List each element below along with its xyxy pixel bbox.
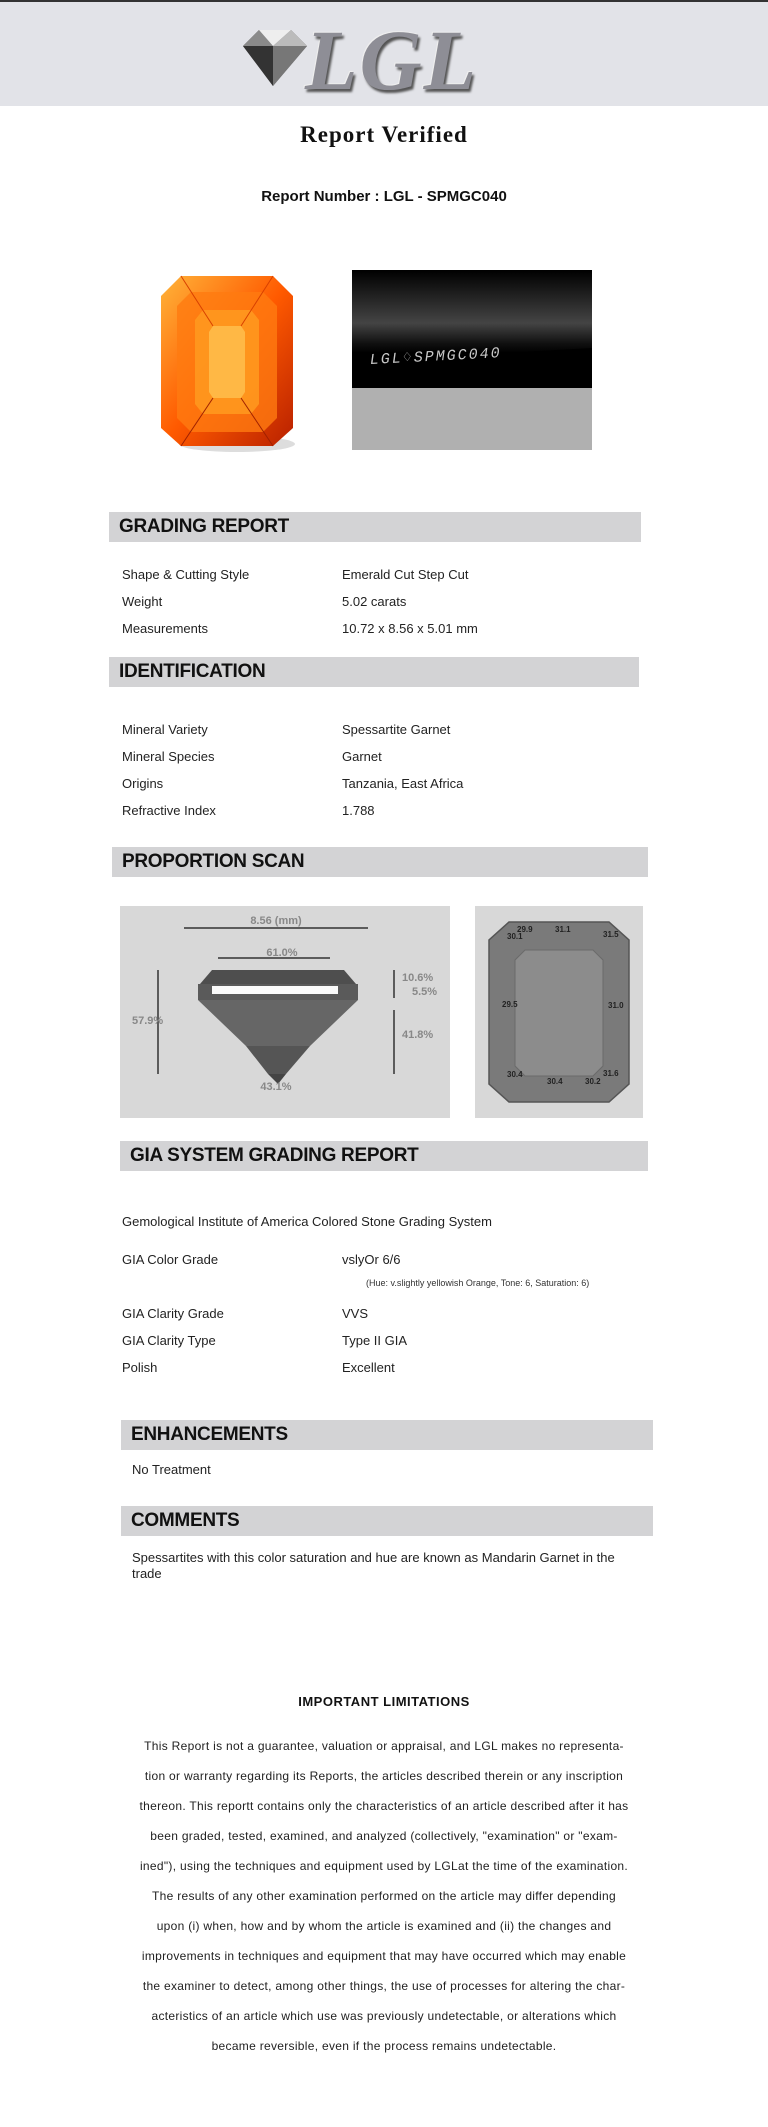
row-label: Refractive Index — [122, 803, 216, 818]
row-value: 10.72 x 8.56 x 5.01 mm — [342, 621, 478, 636]
row-value: VVS — [342, 1306, 369, 1321]
top-view-value: 29.5 — [502, 1000, 518, 1009]
pavilion-label: 41.8% — [402, 1029, 434, 1041]
color-note: (Hue: v.slightly yellowish Orange, Tone: 6, Saturation: 6) — [366, 1278, 590, 1288]
identification-heading: IDENTIFICATION — [109, 657, 639, 687]
header-banner — [0, 0, 768, 106]
lgl-logo — [233, 12, 493, 108]
limitations-line: tion or warranty regarding its Reports, the articles described therein or any inscription — [144, 1769, 624, 1783]
gia-subtitle: Gemological Institute of America Colored Stone Grading System — [122, 1214, 492, 1229]
table-label: 61.0% — [266, 947, 298, 959]
diamond-icon — [233, 24, 313, 94]
row-label: GIA Color Grade — [122, 1252, 219, 1267]
row-label: Mineral Species — [122, 749, 215, 764]
row-label: Mineral Variety — [122, 722, 208, 737]
row-label: Measurements — [122, 621, 208, 636]
top-view-value: 31.1 — [555, 925, 571, 934]
inscription-photo — [352, 270, 592, 450]
pavilion-angle-label: 43.1% — [260, 1081, 292, 1093]
top-view-scan — [475, 906, 643, 1118]
crown-label: 10.6% — [402, 972, 434, 984]
total-depth-label: 57.9% — [132, 1015, 164, 1027]
top-view-value: 30.4 — [547, 1077, 563, 1086]
row-value: Emerald Cut Step Cut — [342, 567, 469, 582]
limitations-line: improvements in techniques and equipment that may have occurred which may enable — [141, 1949, 627, 1963]
logo-text: LGL — [305, 12, 479, 108]
row-label: GIA Clarity Grade — [122, 1306, 224, 1321]
limitations-line: the examiner to detect, among other things, the use of processes for altering the char- — [142, 1979, 626, 1993]
gem-photo — [133, 270, 325, 460]
proportion-scan-heading: PROPORTION SCAN — [112, 847, 648, 877]
limitations-line: been graded, tested, examined, and analyzed (collectively, "examination" or "exam- — [150, 1829, 618, 1843]
comments-text-line: trade — [132, 1566, 162, 1581]
row-label: Shape & Cutting Style — [122, 567, 250, 582]
top-view-value: 31.5 — [603, 930, 619, 939]
row-value: vslyOr 6/6 — [342, 1252, 401, 1267]
girdle-label: 5.5% — [412, 986, 438, 998]
top-view-value: 30.4 — [507, 1070, 523, 1079]
limitations-heading: IMPORTANT LIMITATIONS — [298, 1694, 470, 1709]
row-value: 5.02 carats — [342, 594, 407, 609]
limitations-line: This Report is not a guarantee, valuation or appraisal, and LGL makes no representa- — [144, 1739, 624, 1753]
page-title: Report Verified — [300, 122, 468, 147]
row-label: Origins — [122, 776, 164, 791]
top-view-value: 30.2 — [585, 1077, 601, 1086]
limitations-line: acteristics of an article which use was previously undetectable, or alterations which — [151, 2009, 617, 2023]
report-number: Report Number : LGL - SPMGC040 — [261, 188, 507, 205]
grading-report-heading: GRADING REPORT — [109, 512, 641, 542]
top-view-value: 30.1 — [507, 932, 523, 941]
width-label: 8.56 (mm) — [250, 915, 302, 927]
row-label: GIA Clarity Type — [122, 1333, 216, 1348]
top-view-value: 29.9 — [517, 925, 533, 934]
row-label: Weight — [122, 594, 163, 609]
row-value: 1.788 — [342, 803, 375, 818]
gia-report-heading: GIA SYSTEM GRADING REPORT — [120, 1141, 648, 1171]
row-value: Spessartite Garnet — [342, 722, 451, 737]
comments-heading: COMMENTS — [121, 1506, 653, 1536]
enhancements-heading: ENHANCEMENTS — [121, 1420, 653, 1450]
limitations-line: ined"), using the techniques and equipment used by LGLat the time of the examination. — [139, 1859, 629, 1873]
comments-text-line: Spessartites with this color saturation and hue are known as Mandarin Garnet in the — [132, 1550, 615, 1565]
limitations-line: became reversible, even if the process remains undetectable. — [211, 2039, 557, 2053]
limitations-line: The results of any other examination performed on the article may differ depending — [152, 1889, 616, 1903]
enhancements-text: No Treatment — [132, 1462, 211, 1477]
row-value: Garnet — [342, 749, 382, 764]
limitations-line: upon (i) when, how and by whom the article is examined and (ii) the changes and — [156, 1919, 612, 1933]
side-profile-scan — [120, 906, 450, 1118]
top-view-value: 31.0 — [608, 1001, 624, 1010]
inscription-text: LGL♢SPMGC040 — [369, 345, 503, 369]
row-label: Polish — [122, 1360, 158, 1375]
row-value: Excellent — [342, 1360, 395, 1375]
limitations-line: thereon. This reportt contains only the characteristics of an article described after it has — [139, 1799, 629, 1813]
row-value: Tanzania, East Africa — [342, 776, 464, 791]
top-view-value: 31.6 — [603, 1069, 619, 1078]
row-value: Type II GIA — [342, 1333, 408, 1348]
